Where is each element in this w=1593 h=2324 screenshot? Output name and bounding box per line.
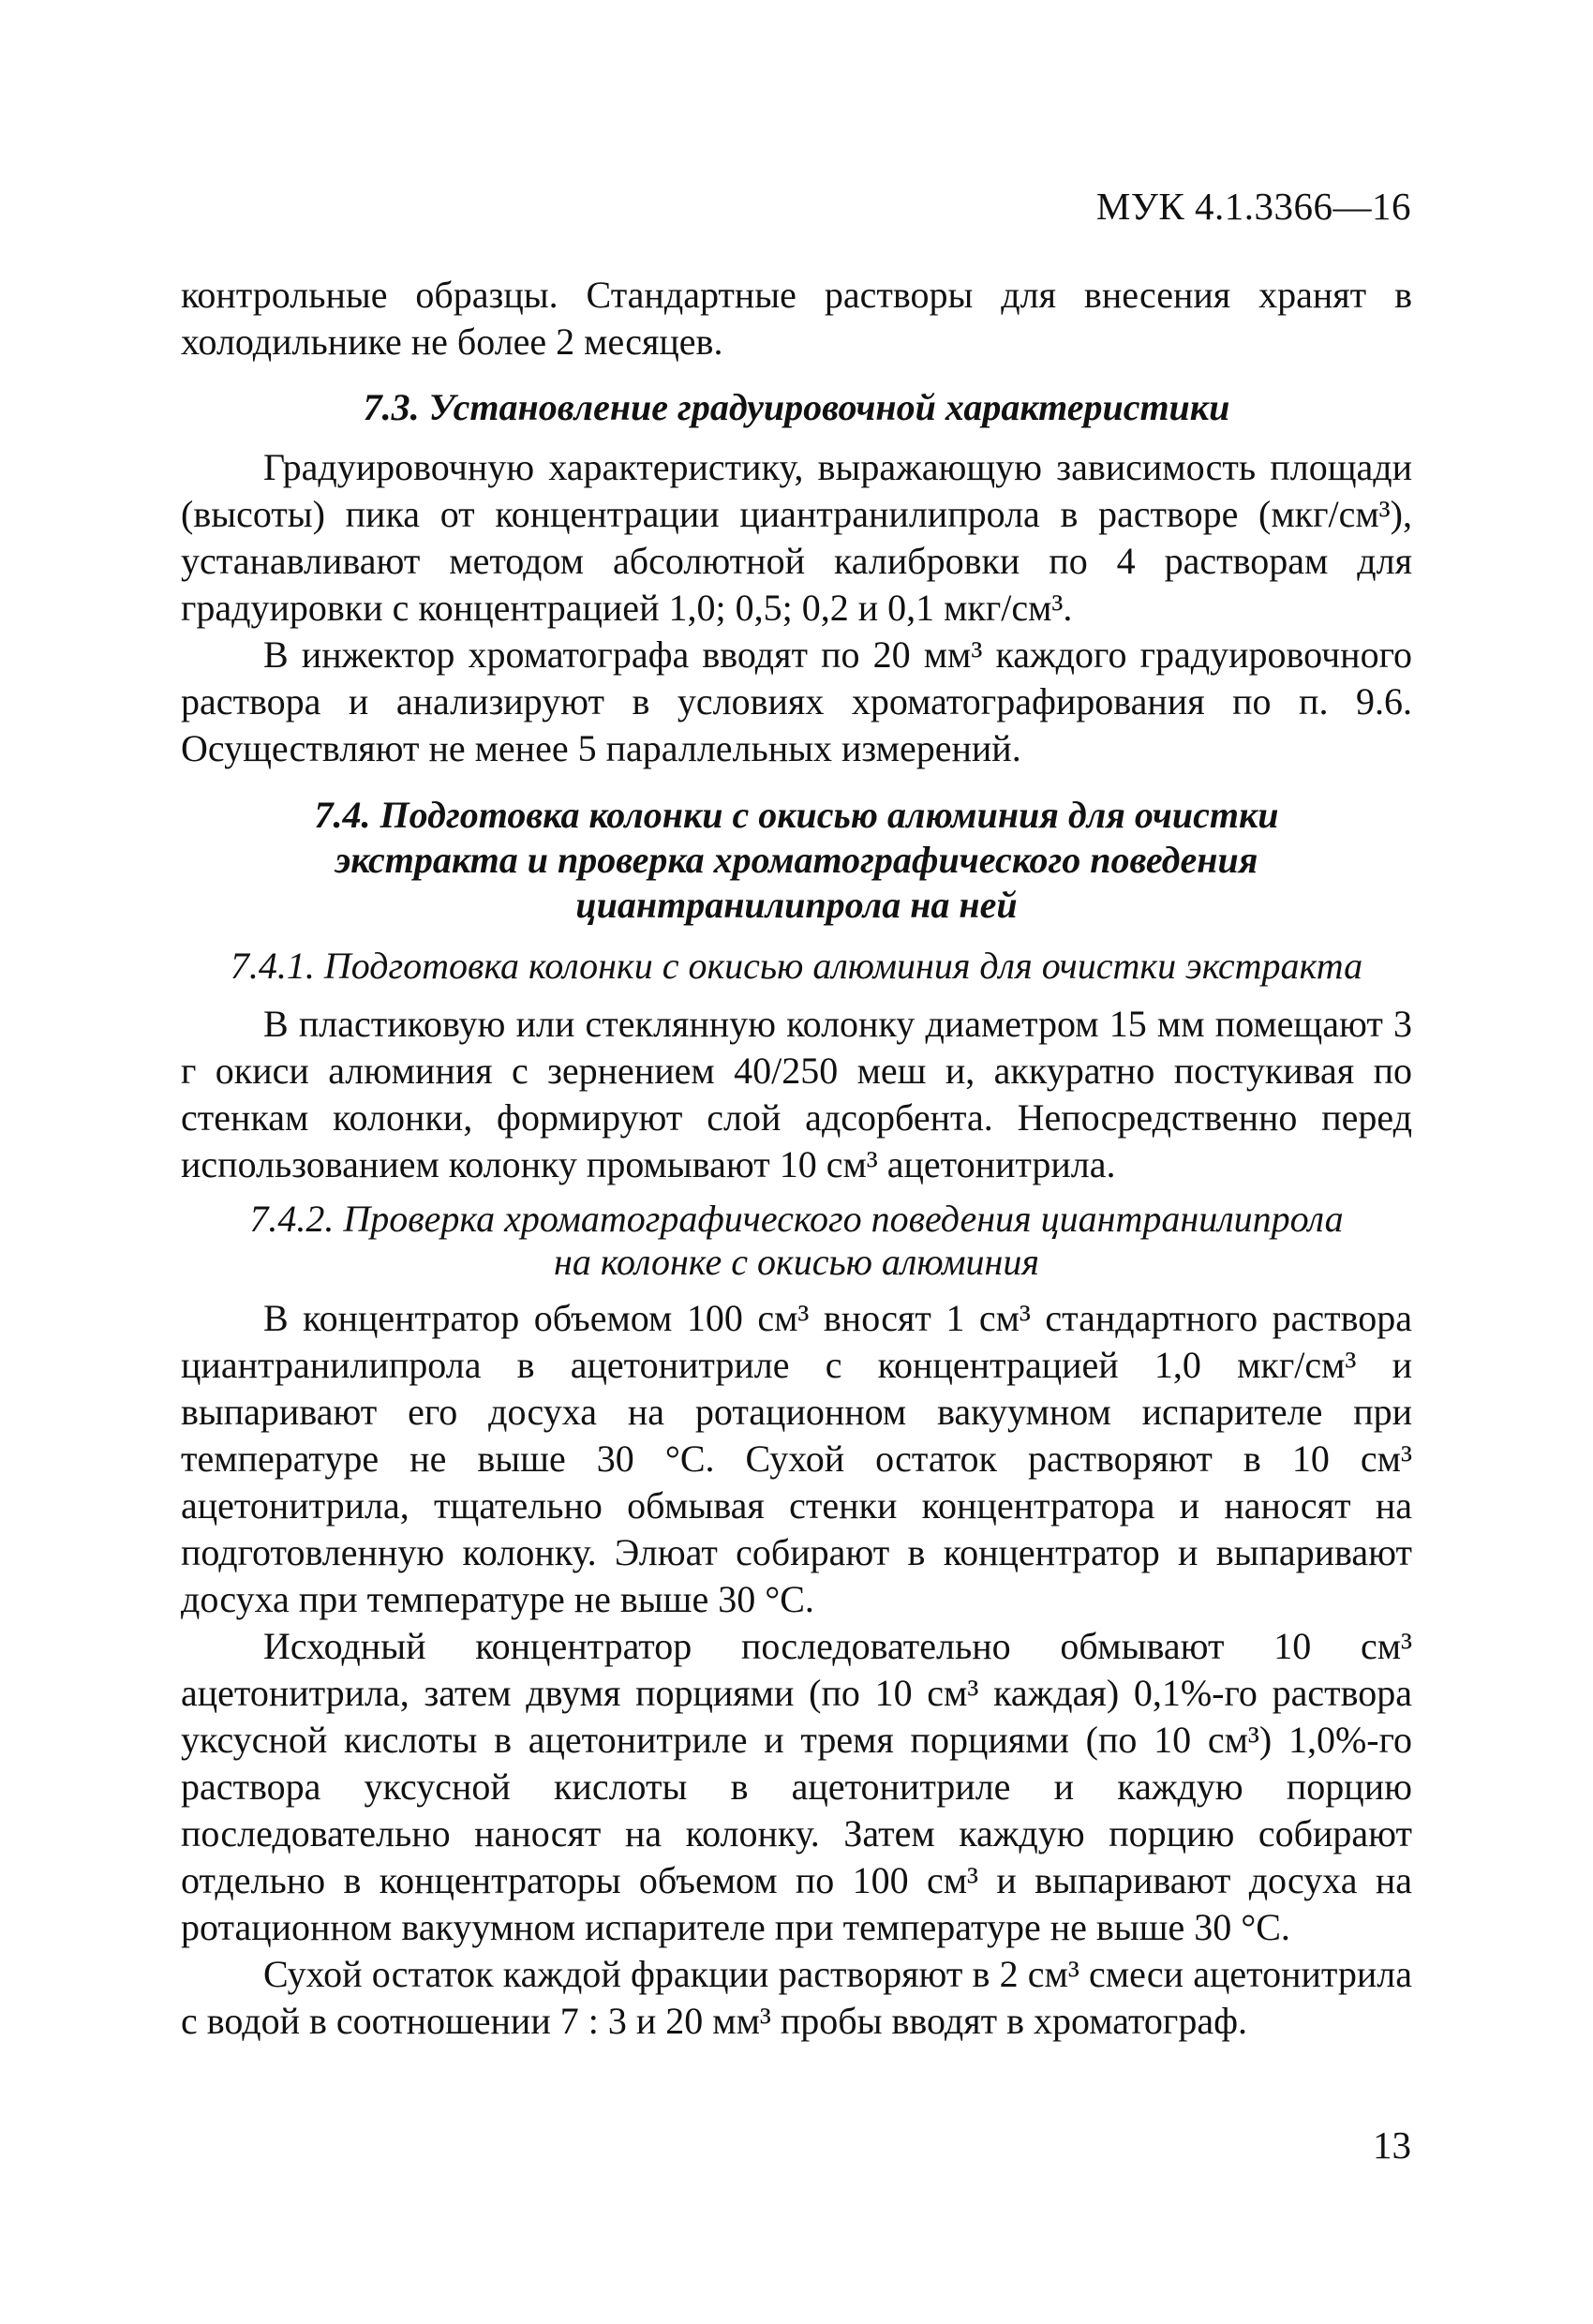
- section-7-4-2-heading-line-2: на колонке с окисью алюминия: [554, 1241, 1039, 1283]
- section-7-4-heading: [181, 793, 1412, 928]
- section-7-4-heading-line-1: 7.4. Подготовка колонки с окисью алюминия для очистки: [314, 794, 1279, 836]
- document-code-header: МУК 4.1.3366—16: [1095, 185, 1411, 228]
- section-7-4-2-paragraph-3: Сухой остаток каждой фракции растворяют в 2 см³ смеси ацетонитрила с водой в соотношении 7 : 3 и 20 мм³ пробы вводят в хроматограф.: [181, 1953, 1412, 2042]
- section-7-4-2-paragraph-2: Исходный концентратор последовательно обмывают 10 см³ ацетонитрила, затем двумя порциями (по 10 см³ каждая) 0,1%-го раствора уксусной кислоты в ацетонитриле и тремя порциями (по 10 см³) 1,0%-го раствора уксусной кислоты в ацетонитриле и каждую порцию последовательно наносят на колонку. Затем каждую порцию собирают отдельно в концентраторы объемом по 100 см³ и выпаривают досуха на ротационном вакуумном испарителе при температуре не выше 30 °С.: [181, 1625, 1412, 1948]
- section-7-3-paragraph-2: В инжектор хроматографа вводят по 20 мм³ каждого градуировочного раствора и анализируют в условиях хроматографирования по п. 9.6. Осуществляют не менее 5 параллельных измерений.: [181, 633, 1412, 769]
- page-number: 13: [1373, 2123, 1411, 2167]
- page-content: [181, 272, 1412, 2045]
- section-7-3-paragraph-1: Градуировочную характеристику, выражающую зависимость площади (высоты) пика от концентрации циантранилипрола в растворе (мкг/см³), устанавливают методом абсолютной калибровки по 4 растворам для градуировки с концентрацией 1,0; 0,5; 0,2 и 0,1 мкг/см³.: [181, 446, 1412, 629]
- section-7-3-heading: 7.3. Установление градуировочной характеристики: [363, 386, 1230, 428]
- section-7-4-1-heading: 7.4.1. Подготовка колонки с окисью алюминия для очистки экстракта: [230, 945, 1363, 987]
- section-7-4-2-heading-line-1: 7.4.2. Проверка хроматографического поведения циантранилипрола: [249, 1198, 1344, 1240]
- intro-paragraph: контрольные образцы. Стандартные растворы для внесения хранят в холодильнике не более 2 месяцев.: [181, 274, 1412, 363]
- section-7-4-2-heading: [181, 1198, 1412, 1284]
- section-7-4-heading-line-2: экстракта и проверка хроматографического поведения: [335, 839, 1258, 881]
- section-7-4-2-paragraph-1: В концентратор объемом 100 см³ вносят 1 см³ стандартного раствора циантранилипрола в ацетонитриле с концентрацией 1,0 мкг/см³ и выпаривают его досуха на ротационном вакуумном испарителе при температуре не выше 30 °С. Сухой остаток растворяют в 10 см³ ацетонитрила, тщательно обмывая стенки концентратора и наносят на подготовленную колонку. Элюат собирают в концентратор и выпаривают досуха при температуре не выше 30 °С.: [181, 1297, 1412, 1620]
- section-7-4-heading-line-3: циантранилипрола на ней: [575, 884, 1018, 926]
- section-7-4-1-paragraph-1: В пластиковую или стеклянную колонку диаметром 15 мм помещают 3 г окиси алюминия с зернением 40/250 меш и, аккуратно постукивая по стенкам колонки, формируют слой адсорбента. Непосредственно перед использованием колонку промывают 10 см³ ацетонитрила.: [181, 1003, 1412, 1185]
